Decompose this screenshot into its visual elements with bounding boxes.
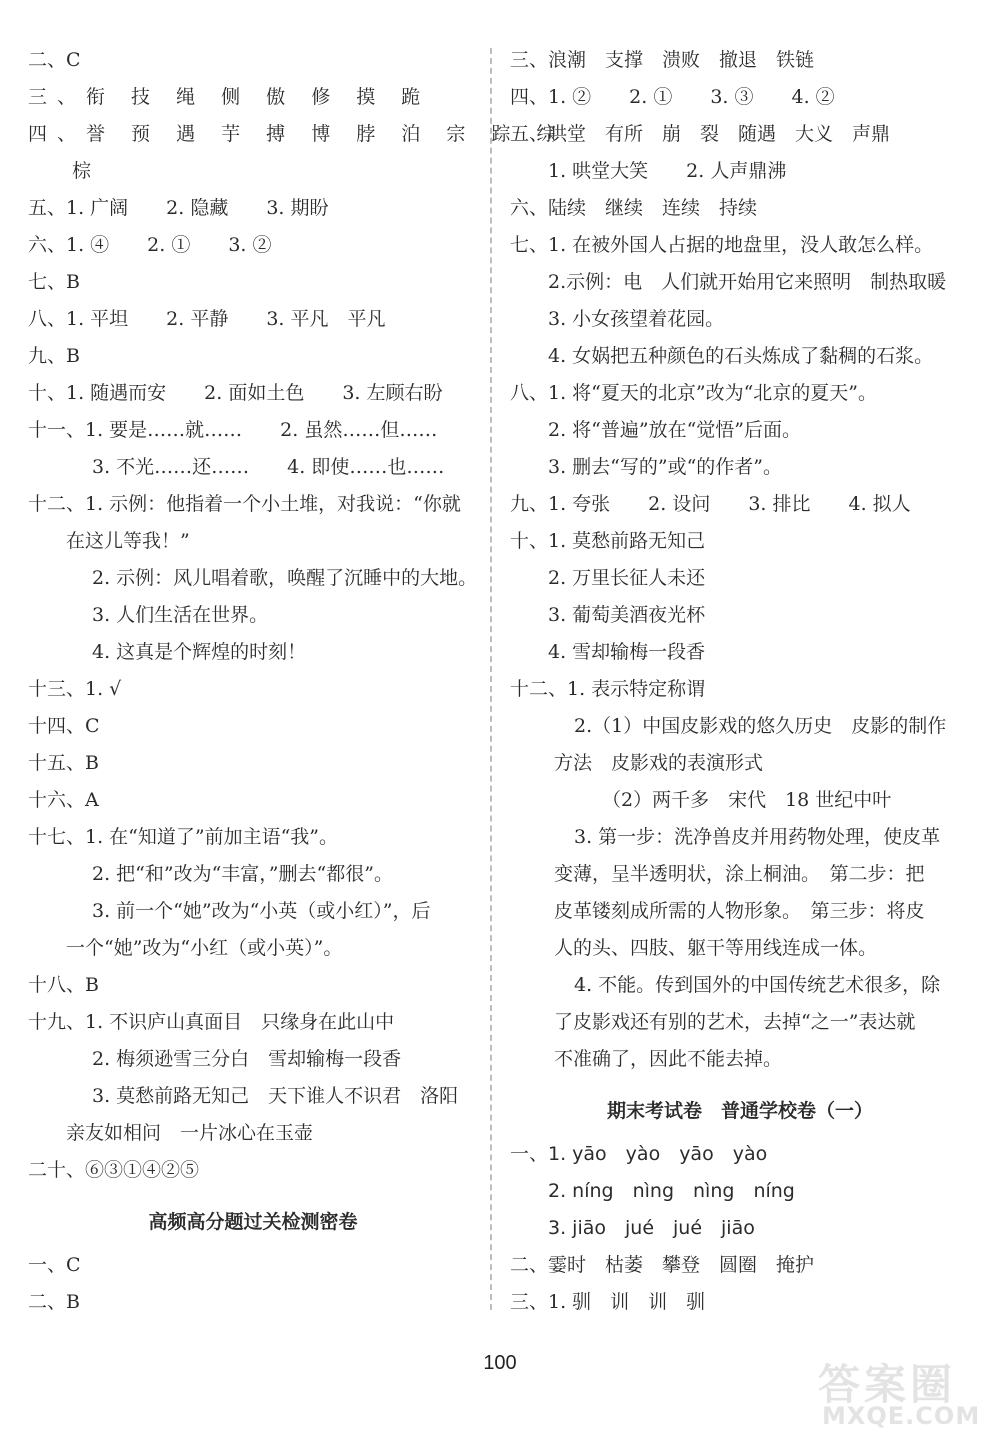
answer-line: 变薄，呈半透明状，涂上桐油。 第二步：把 — [554, 863, 925, 885]
answer-line: 一、1. yāo yào yāo yào — [510, 1143, 768, 1165]
answer-line: 十一、1. 要是……就…… 2. 虽然……但…… — [28, 419, 438, 441]
answer-line: 六、陆续 继续 连续 持续 — [510, 197, 758, 219]
answer-line: 2. 梅须逊雪三分白 雪却输梅一段香 — [92, 1048, 402, 1070]
answer-line: 二、B — [28, 1291, 80, 1313]
answer-line: 3. 小女孩望着花园。 — [548, 308, 725, 330]
answer-line: 4. 这真是个辉煌的时刻！ — [92, 641, 307, 663]
section-title: 高频高分题过关检测密卷 — [148, 1211, 358, 1233]
answer-line: 2. 将“普遍”放在“觉悟”后面。 — [548, 419, 802, 441]
answer-line: 七、B — [28, 271, 80, 293]
left-column — [28, 42, 566, 1321]
answer-line: 亲友如相问 一片冰心在玉壶 — [66, 1122, 314, 1144]
answer-line: 六、1. ④ 2. ① 3. ② — [28, 234, 272, 256]
answer-line: 三、衔 技 绳 侧 傲 修 摸 跪 — [28, 86, 431, 108]
answer-line: 3. 莫愁前路无知己 天下谁人不识君 洛阳 — [92, 1085, 459, 1107]
answer-line: 二十、⑥③①④②⑤ — [28, 1159, 200, 1181]
answer-line: 3. 不光……还…… 4. 即使……也…… — [92, 456, 445, 478]
answer-line: 2.（1）中国皮影戏的悠久历史 皮影的制作 — [574, 715, 947, 737]
column-divider — [490, 48, 492, 1310]
answer-line: 十六、A — [28, 789, 99, 811]
answer-line: 2. 把“和”改为“丰富，”删去“都很”。 — [92, 863, 393, 885]
answer-line: 二、C — [28, 49, 81, 71]
watermark-text: 答案圈 — [818, 1360, 957, 1409]
answer-line: 3. 前一个“她”改为“小英（或小红）”，后 — [92, 900, 431, 922]
answer-line: 五、1. 广阔 2. 隐藏 3. 期盼 — [28, 197, 329, 219]
answer-line: 3. 葡萄美酒夜光杯 — [548, 604, 706, 626]
answer-line: 不准确了，因此不能去掉。 — [554, 1048, 783, 1070]
answer-line: 十二、1. 示例：他指着一个小土堆，对我说：“你就 — [28, 493, 461, 515]
answer-line: 3. 删去“写的”或“的作者”。 — [548, 456, 783, 478]
answer-line: 十七、1. 在“知道了”前加主语“我”。 — [28, 826, 339, 848]
answer-line: 2. níng nìng nìng níng — [548, 1180, 795, 1202]
answer-line: 十四、C — [28, 715, 100, 737]
answer-line: 二、霎时 枯萎 攀登 圆圈 掩护 — [510, 1254, 815, 1276]
answer-line: 八、1. 平坦 2. 平静 3. 平凡 平凡 — [28, 308, 386, 330]
answer-line: 2.示例：电 人们就开始用它来照明 制热取暖 — [548, 271, 947, 293]
answer-line: 方法 皮影戏的表演形式 — [554, 752, 764, 774]
watermark-logo — [818, 1352, 986, 1432]
answer-line: 一、C — [28, 1254, 81, 1276]
answer-line: 1. 哄堂大笑 2. 人声鼎沸 — [548, 160, 787, 182]
answer-line: 了皮影戏还有别的艺术，去掉“之一”表达就 — [554, 1011, 916, 1033]
answer-line: 3. 第一步：洗净兽皮并用药物处理，使皮革 — [574, 826, 941, 848]
answer-line: 三、1. 驯 训 训 驯 — [510, 1291, 706, 1313]
answer-line: 十八、B — [28, 974, 99, 996]
answer-line: 皮革镂刻成所需的人物形象。 第三步：将皮 — [554, 900, 925, 922]
answer-line: 五、哄堂 有所 崩 裂 随遇 大义 声鼎 — [510, 123, 891, 145]
watermark-url: MXQE.COM — [822, 1402, 981, 1430]
answer-line: 4. 雪却输梅一段香 — [548, 641, 706, 663]
answer-line: 3. jiāo jué jué jiāo — [548, 1217, 755, 1239]
answer-line: 三、浪潮 支撑 溃败 撤退 铁链 — [510, 49, 815, 71]
answer-line: 2. 万里长征人未还 — [548, 567, 706, 589]
answer-line: 九、B — [28, 345, 80, 367]
answer-line: 十二、1. 表示特定称谓 — [510, 678, 706, 700]
page-number: 100 — [483, 1352, 517, 1374]
answer-line: 十五、B — [28, 752, 99, 774]
answer-line: 九、1. 夸张 2. 设问 3. 排比 4. 拟人 — [510, 493, 911, 515]
answer-line: 四、1. ② 2. ① 3. ③ 4. ② — [510, 86, 835, 108]
section-title: 期末考试卷 普通学校卷（一） — [606, 1100, 873, 1122]
answer-line: 四、誉 预 遇 芋 搏 博 脖 泊 宗 踪 综 — [28, 123, 566, 145]
answer-line: 一个“她”改为“小红（或小英）”。 — [66, 937, 343, 959]
answer-line: 4. 不能。传到国外的中国传统艺术很多，除 — [574, 974, 941, 996]
answer-line: （2）两千多 宋代 18 世纪中叶 — [602, 789, 892, 811]
answer-line: 在这儿等我！” — [66, 530, 190, 552]
answer-line: 十九、1. 不识庐山真面目 只缘身在此山中 — [28, 1011, 395, 1033]
answer-line: 3. 人们生活在世界。 — [92, 604, 269, 626]
answer-line: 十三、1. √ — [28, 678, 122, 700]
answer-line: 2. 示例：风儿唱着歌，唤醒了沉睡中的大地。 — [92, 567, 478, 589]
answer-line: 十、1. 随遇而安 2. 面如土色 3. 左顾右盼 — [28, 382, 443, 404]
right-column — [510, 42, 970, 1321]
answer-line: 人的头、四肢、躯干等用线连成一体。 — [554, 937, 878, 959]
answer-line: 八、1. 将“夏天的北京”改为“北京的夏天”。 — [510, 382, 878, 404]
answer-line: 十、1. 莫愁前路无知己 — [510, 530, 706, 552]
answer-line: 4. 女娲把五种颜色的石头炼成了黏稠的石浆。 — [548, 345, 934, 367]
answer-line: 棕 — [72, 160, 92, 182]
answer-line: 七、1. 在被外国人占据的地盘里，没人敢怎么样。 — [510, 234, 934, 256]
